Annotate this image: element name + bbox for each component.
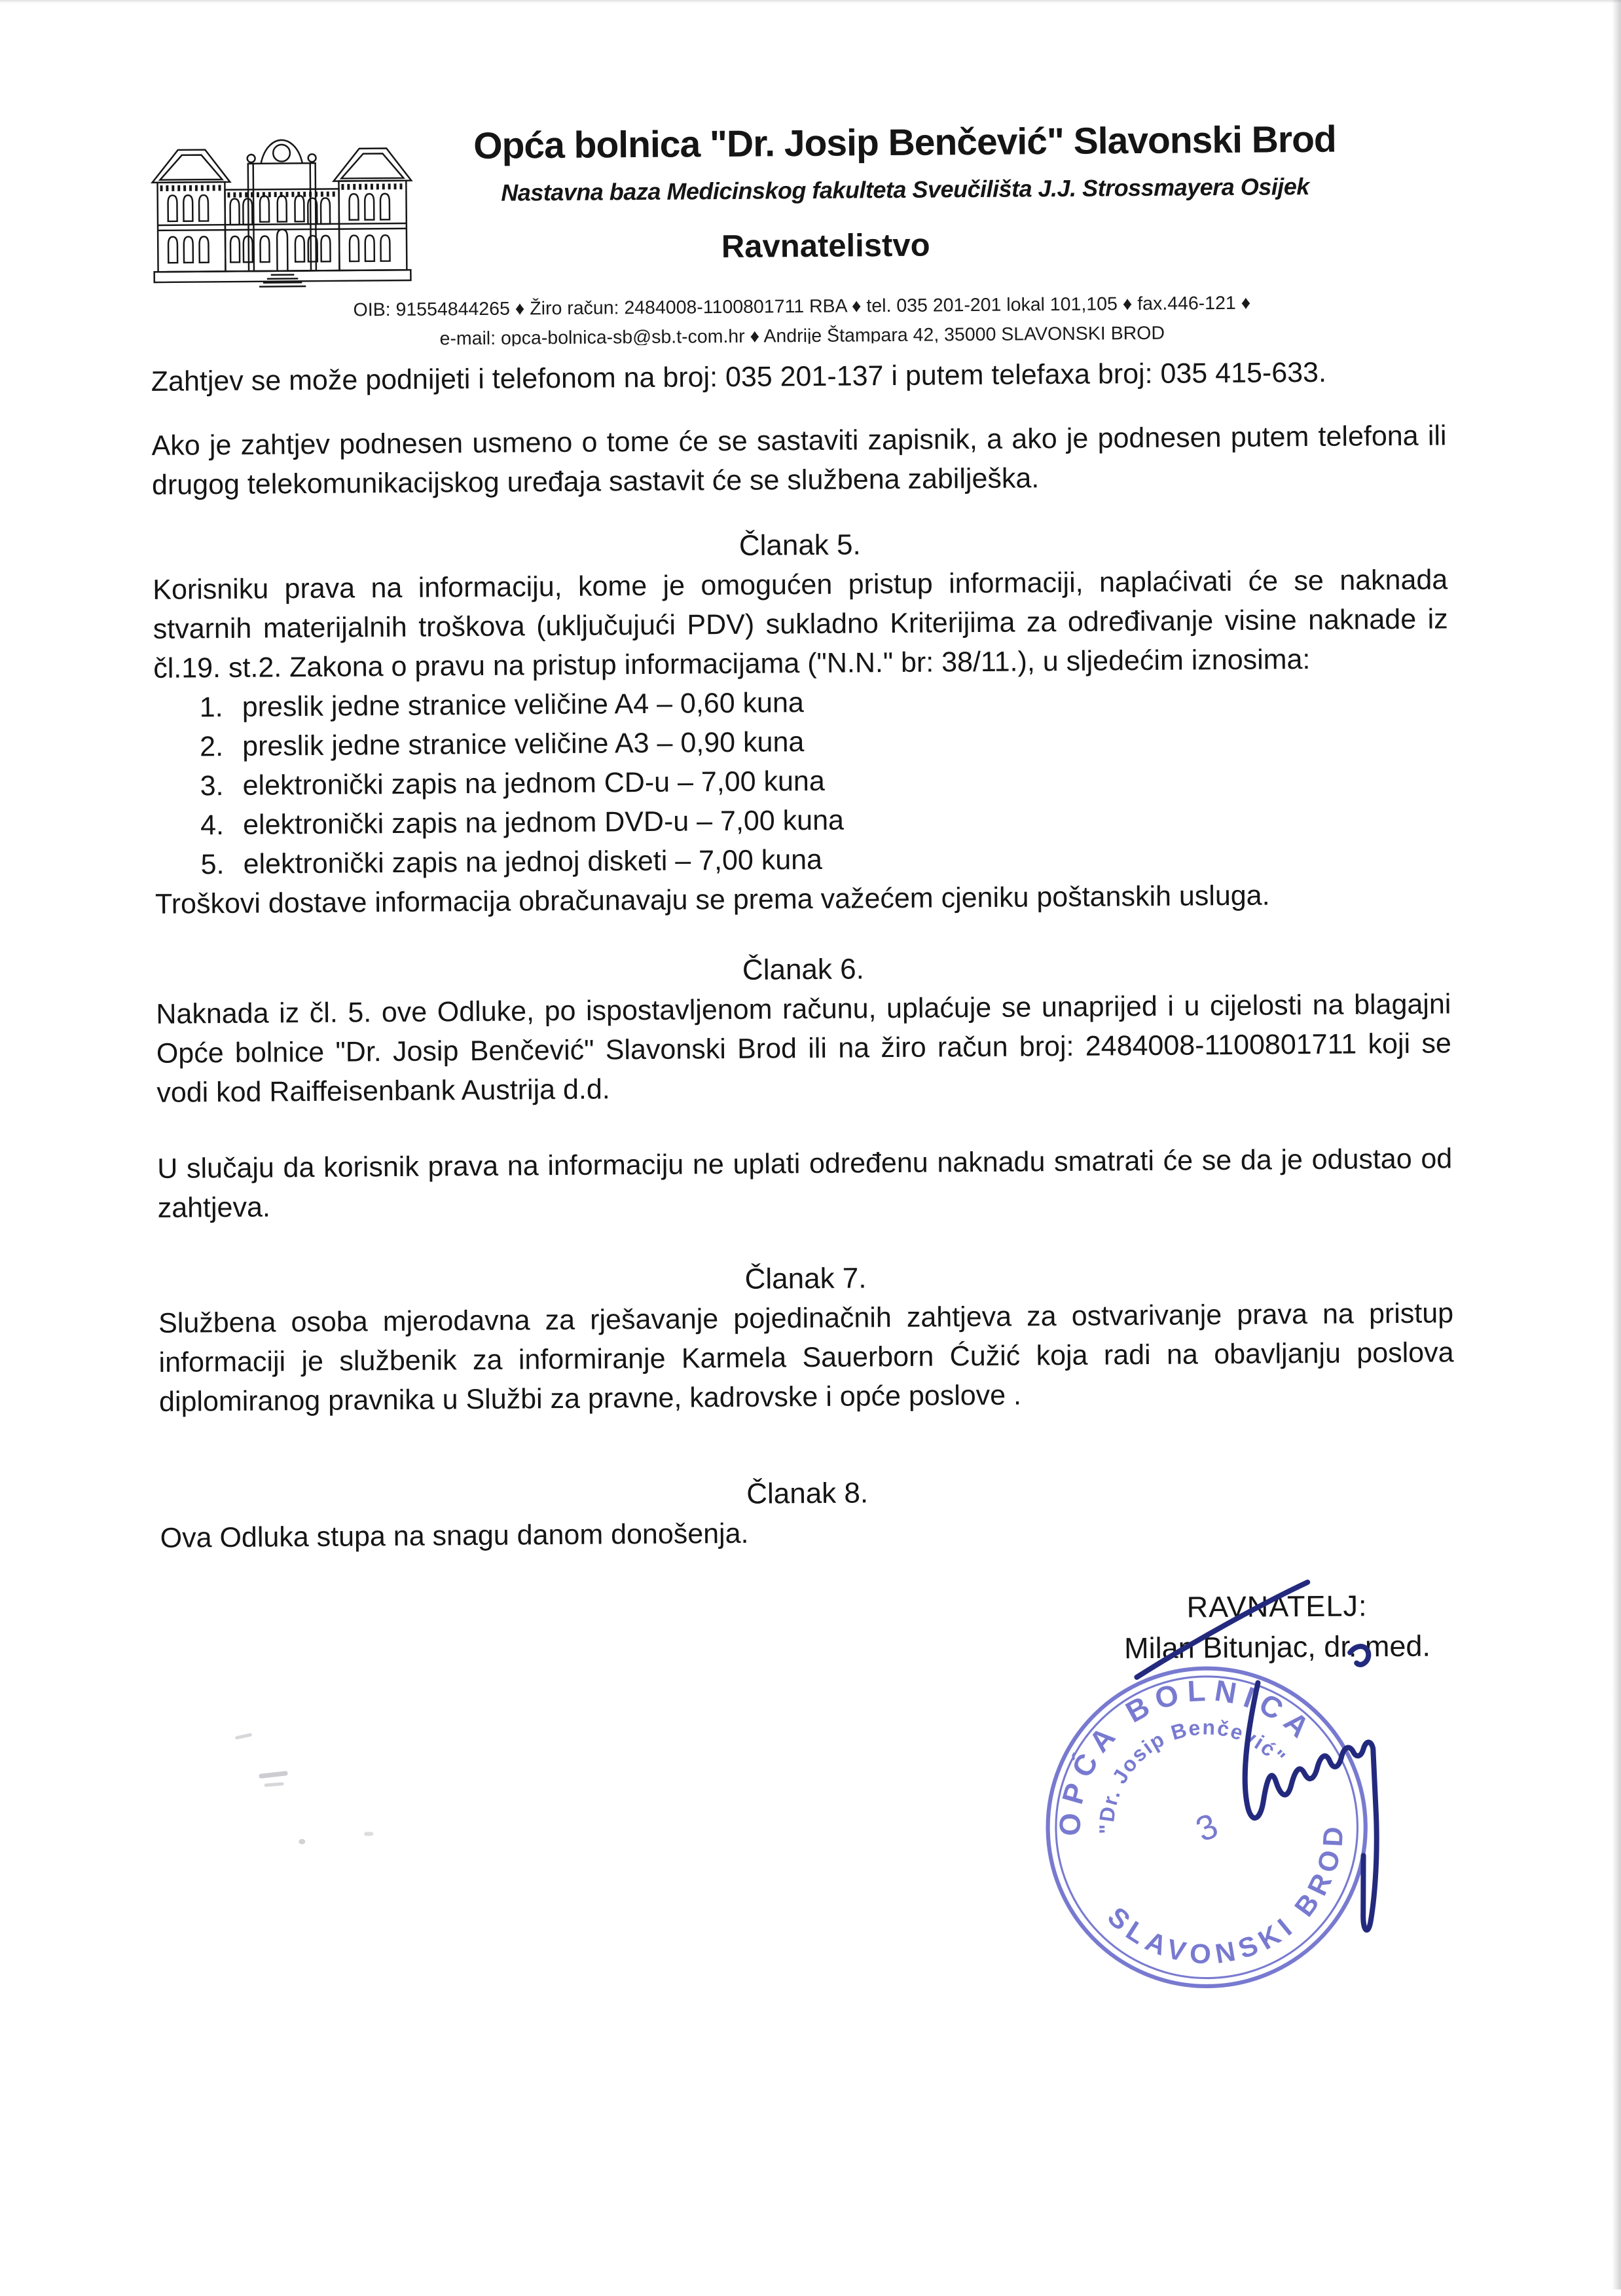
article-5-heading: Članak 5. bbox=[153, 521, 1448, 570]
signature-tick-stroke bbox=[1350, 1646, 1368, 1665]
stamp-top-arc-text: OPĆA BOLNICA bbox=[1013, 1629, 1326, 1848]
scan-smudge bbox=[264, 1782, 283, 1787]
article-5-intro: Korisniku prava na informaciju, kome je omogućen pristup informaciji, naplaćivati će se naknada stvarnih materijalnih troškova (uključujući PDV) sukladno Kriterijima za određivanje visine naknade iz čl.19. st.2. Zakona o pravu na pristup informacijama ("N.N." br: 38/11.), u sljedećim iznosima: bbox=[153, 560, 1448, 688]
article-8-heading: Članak 8. bbox=[160, 1469, 1455, 1519]
list-item-text: elektronički zapis na jednom CD-u – 7,00 kuna bbox=[242, 766, 825, 802]
scan-smudge bbox=[259, 1771, 288, 1779]
paragraph-oral-submission: Ako je zahtjev podnesen usmeno o tome će se sastaviti zapisnik, a ako je podnesen putem telefona ili drugog telekomunikacijskog uređaja sastavit će se službena zabilješka. bbox=[151, 416, 1447, 505]
list-item-number: 1. bbox=[199, 688, 223, 727]
price-list bbox=[153, 678, 1449, 885]
list-item-text: preslik jedne stranice veličine A3 – 0,90 kuna bbox=[242, 726, 804, 762]
list-item-number: 5. bbox=[200, 845, 224, 884]
stamp-bottom-arc-text: SLAVONSKI BROD bbox=[1097, 1809, 1385, 2010]
signature-main-stroke bbox=[1244, 1682, 1377, 1931]
contact-info-line2: e-mail: opca-bolnica-sb@sb.t-com.hr ♦ Andrije Štampara 42, 35000 SLAVONSKI BROD bbox=[39, 318, 1565, 350]
contact-info-line2-clipped bbox=[39, 318, 1565, 350]
letterhead bbox=[435, 117, 1375, 207]
stamp-inner-arc-text: "Dr. Josip Benčević" bbox=[1066, 1683, 1294, 1842]
stamp-center-number: 3 bbox=[1191, 1806, 1224, 1849]
list-item-text: elektronički zapis na jednom DVD-u – 7,00 kuna bbox=[243, 805, 844, 841]
signatory-name: Milan Bitunjac, dr. med. bbox=[1071, 1625, 1484, 1669]
scan-smudge bbox=[235, 1733, 252, 1739]
article-8-paragraph1: Ova Odluka stupa na snagu danom donošenja. bbox=[160, 1508, 1455, 1558]
list-item-number: 3. bbox=[200, 766, 223, 805]
list-item-number: 2. bbox=[200, 727, 223, 766]
article-5-outro: Troškovi dostave informacija obračunavaju se prema važećem cjeniku poštanskih usluga. bbox=[155, 874, 1450, 924]
list-item-text: preslik jedne stranice veličine A4 – 0,60 kuna bbox=[242, 687, 804, 723]
hospital-building-logo-icon bbox=[144, 116, 420, 296]
article-7-heading: Članak 7. bbox=[158, 1254, 1453, 1304]
scan-smudge bbox=[364, 1832, 373, 1836]
scan-edge-shadow bbox=[1612, 0, 1621, 2289]
hospital-name: Opća bolnica "Dr. Josip Benčević" Slavonski Brod bbox=[435, 117, 1375, 168]
hospital-subtitle: Nastavna baza Medicinskog fakulteta Sveučilišta J.J. Strossmayera Osijek bbox=[435, 172, 1375, 207]
contact-info-line1: OIB: 91554844265 ♦ Žiro račun: 2484008-1100801711 RBA ♦ tel. 035 201-201 lokal 101,105 ♦ fax.446-121 ♦ bbox=[39, 290, 1565, 324]
signature-flick-stroke bbox=[1136, 1582, 1308, 1677]
article-6-heading: Članak 6. bbox=[156, 945, 1451, 995]
paragraph-phone-submission: Zahtjev se može podnijeti i telefonom na broj: 035 201-137 i putem telefaxa broj: 035 415-633. bbox=[151, 352, 1446, 401]
scan-edge-shadow bbox=[0, 0, 1621, 3]
department-title: Ravnatelistvo bbox=[721, 227, 930, 266]
list-item-number: 4. bbox=[200, 805, 224, 845]
document-body bbox=[151, 352, 1455, 1557]
list-item-text: elektronički zapis na jednoj disketi – 7,00 kuna bbox=[243, 844, 822, 880]
handwritten-signature bbox=[985, 1534, 1447, 1969]
signatory-title: RAVNATELJ: bbox=[1070, 1585, 1483, 1629]
article-7-paragraph1: Službena osoba mjerodavna za rješavanje pojedinačnih zahtjeva za ostvarivanje prava na pristup informaciji je službenik za informiranje Karmela Sauerborn Ćužić koja radi na obavljanju poslova diplomiranog pravnika u Službi za pravne, kadrovske i opće poslove . bbox=[158, 1293, 1454, 1422]
scan-smudge bbox=[299, 1839, 305, 1844]
article-6-paragraph1: Naknada iz čl. 5. ove Odluke, po ispostavljenom računu, uplaćuje se unaprijed i u cijelosti na blagajni Opće bolnice "Dr. Josip Benčević" Slavonski Brod ili na žiro račun broj: 2484008-1100801711 koji se vodi kod Raiffeisenbank Austrija d.d. bbox=[156, 984, 1451, 1113]
article-6-paragraph2: U slučaju da korisnik prava na informaciju ne uplati određenu naknadu smatrati će se da je odustao od zahtjeva. bbox=[157, 1139, 1453, 1228]
